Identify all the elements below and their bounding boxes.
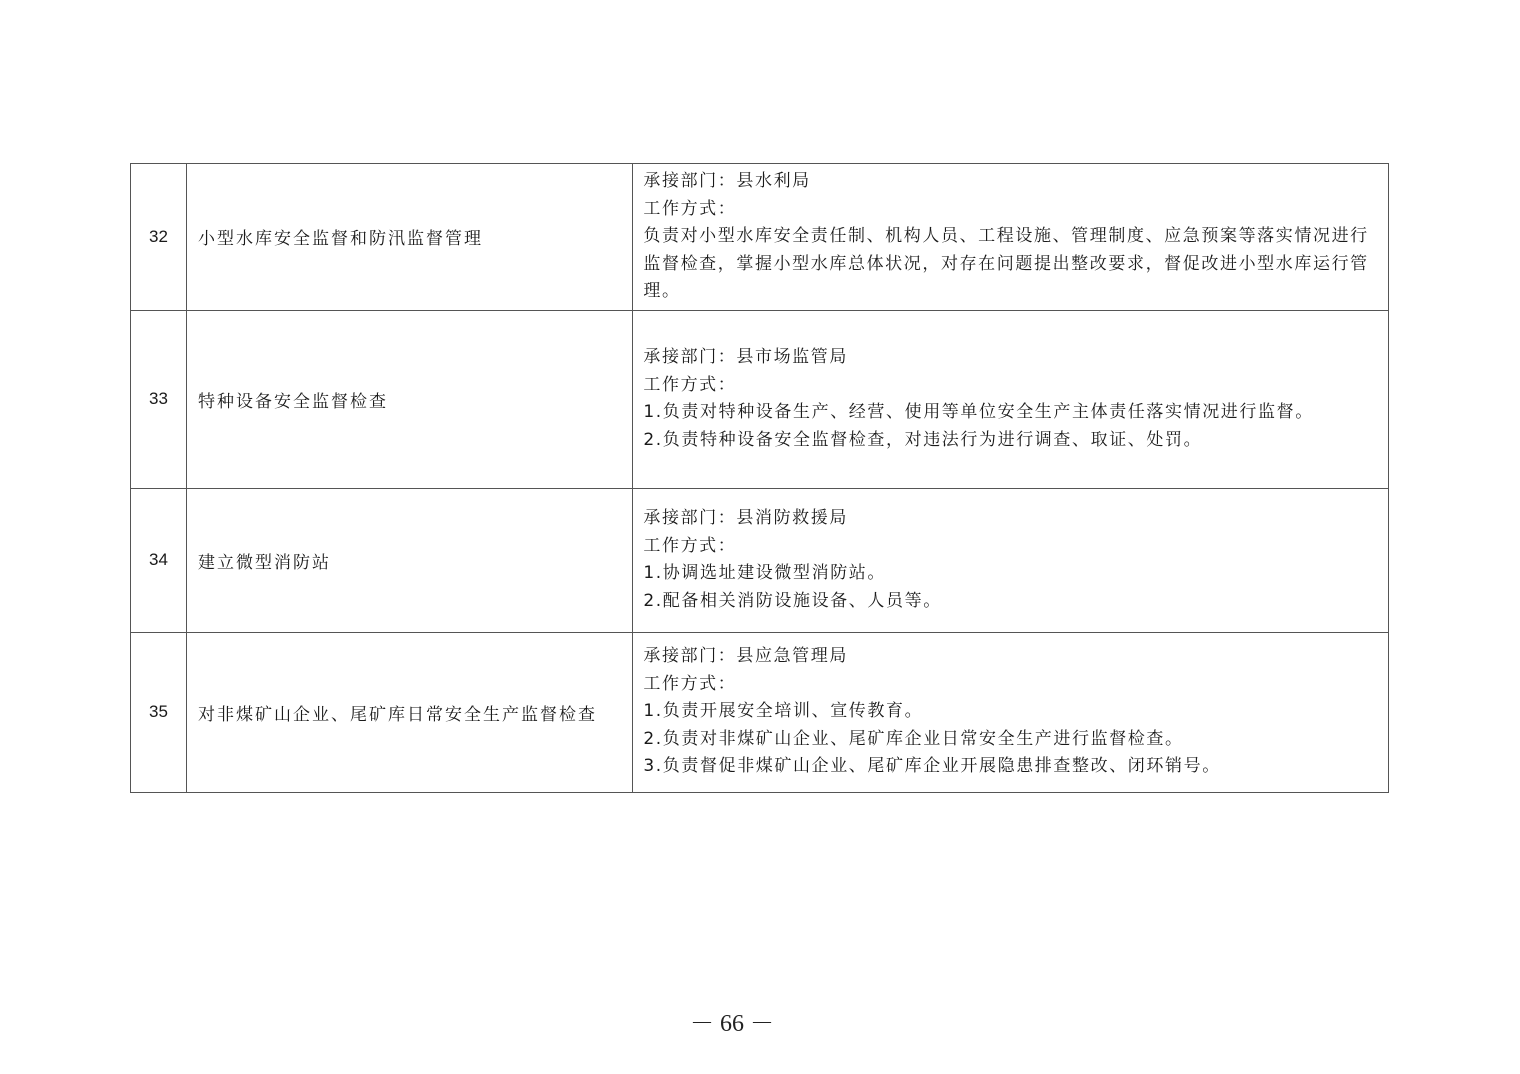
department-line: 承接部门：县消防救援局 [643, 508, 848, 528]
item-name: 小型水库安全监督和防汛监督管理 [187, 164, 633, 311]
method-label: 工作方式： [643, 673, 737, 694]
table-row [131, 310, 1389, 488]
method-label: 工作方式： [643, 374, 737, 395]
page-number: － 66 － [690, 1011, 774, 1037]
method-detail: 1.负责对特种设备生产、经营、使用等单位安全生产主体责任落实情况进行监督。 [643, 402, 1314, 422]
item-name: 对非煤矿山企业、尾矿库日常安全生产监督检查 [187, 632, 633, 792]
department-line: 承接部门：县水利局 [643, 171, 811, 191]
item-description [633, 164, 1389, 311]
responsibility-table [130, 163, 1389, 793]
method-detail: 2.负责特种设备安全监督检查，对违法行为进行调查、取证、处罚。 [643, 429, 1203, 450]
method-detail: 1.协调选址建设微型消防站。 [643, 563, 886, 583]
method-detail: 3.负责督促非煤矿山企业、尾矿库企业开展隐患排查整改、闭环销号。 [643, 756, 1221, 777]
method-label: 工作方式： [643, 535, 737, 556]
method-detail: 2.负责对非煤矿山企业、尾矿库企业日常安全生产进行监督检查。 [643, 728, 1184, 749]
item-description [633, 488, 1389, 632]
method-detail: 1.负责开展安全培训、宣传教育。 [643, 701, 924, 722]
item-name: 建立微型消防站 [187, 488, 633, 632]
method-detail: 负责对小型水库安全责任制、机构人员、工程设施、管理制度、应急预案等落实情况进行监督检查，掌握小型水库总体状况，对存在问题提出整改要求，督促改进小型水库运行管理。 [643, 226, 1369, 301]
department-line: 承接部门：县市场监管局 [643, 347, 848, 367]
item-name: 特种设备安全监督检查 [187, 310, 633, 488]
row-number: 34 [131, 488, 187, 632]
table-row [131, 488, 1389, 632]
table-row [131, 164, 1389, 311]
row-number: 32 [131, 164, 187, 311]
item-description [633, 310, 1389, 488]
row-number: 33 [131, 310, 187, 488]
department-line: 承接部门：县应急管理局 [643, 646, 848, 667]
table-row [131, 632, 1389, 792]
method-detail: 2.配备相关消防设施设备、人员等。 [643, 590, 942, 611]
method-label: 工作方式： [643, 198, 737, 219]
row-number: 35 [131, 632, 187, 792]
item-description [633, 632, 1389, 792]
